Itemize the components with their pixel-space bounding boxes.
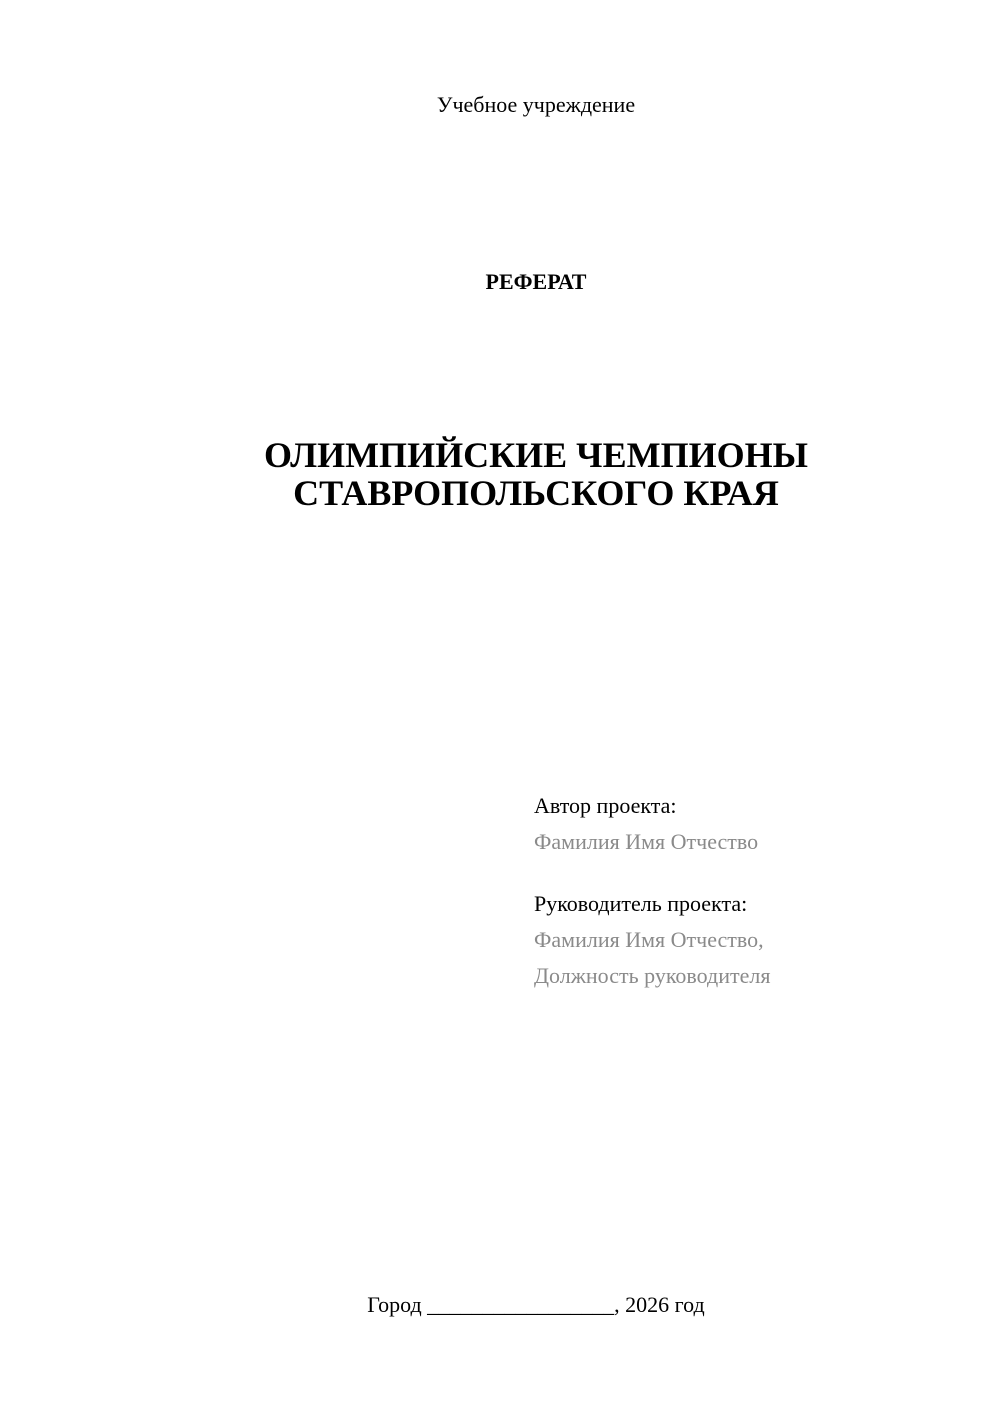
author-name: Фамилия Имя Отчество (534, 829, 759, 854)
title-line-2: СТАВРОПОЛЬСКОГО КРАЯ (293, 473, 779, 513)
supervisor-position: Должность руководителя (534, 963, 771, 988)
institution-name: Учебное учреждение (436, 92, 636, 117)
title-line-1: ОЛИМПИЙСКИЕ ЧЕМПИОНЫ (264, 435, 808, 475)
document-type: РЕФЕРАТ (485, 269, 587, 294)
city-year-line: Город _________________, 2026 год (367, 1292, 705, 1317)
supervisor-name: Фамилия Имя Отчество, (534, 927, 764, 952)
supervisor-label: Руководитель проекта: (534, 891, 748, 916)
info-spacer (534, 860, 974, 886)
project-info-block (534, 788, 974, 994)
document-title (0, 436, 1000, 512)
author-label: Автор проекта: (534, 793, 677, 818)
